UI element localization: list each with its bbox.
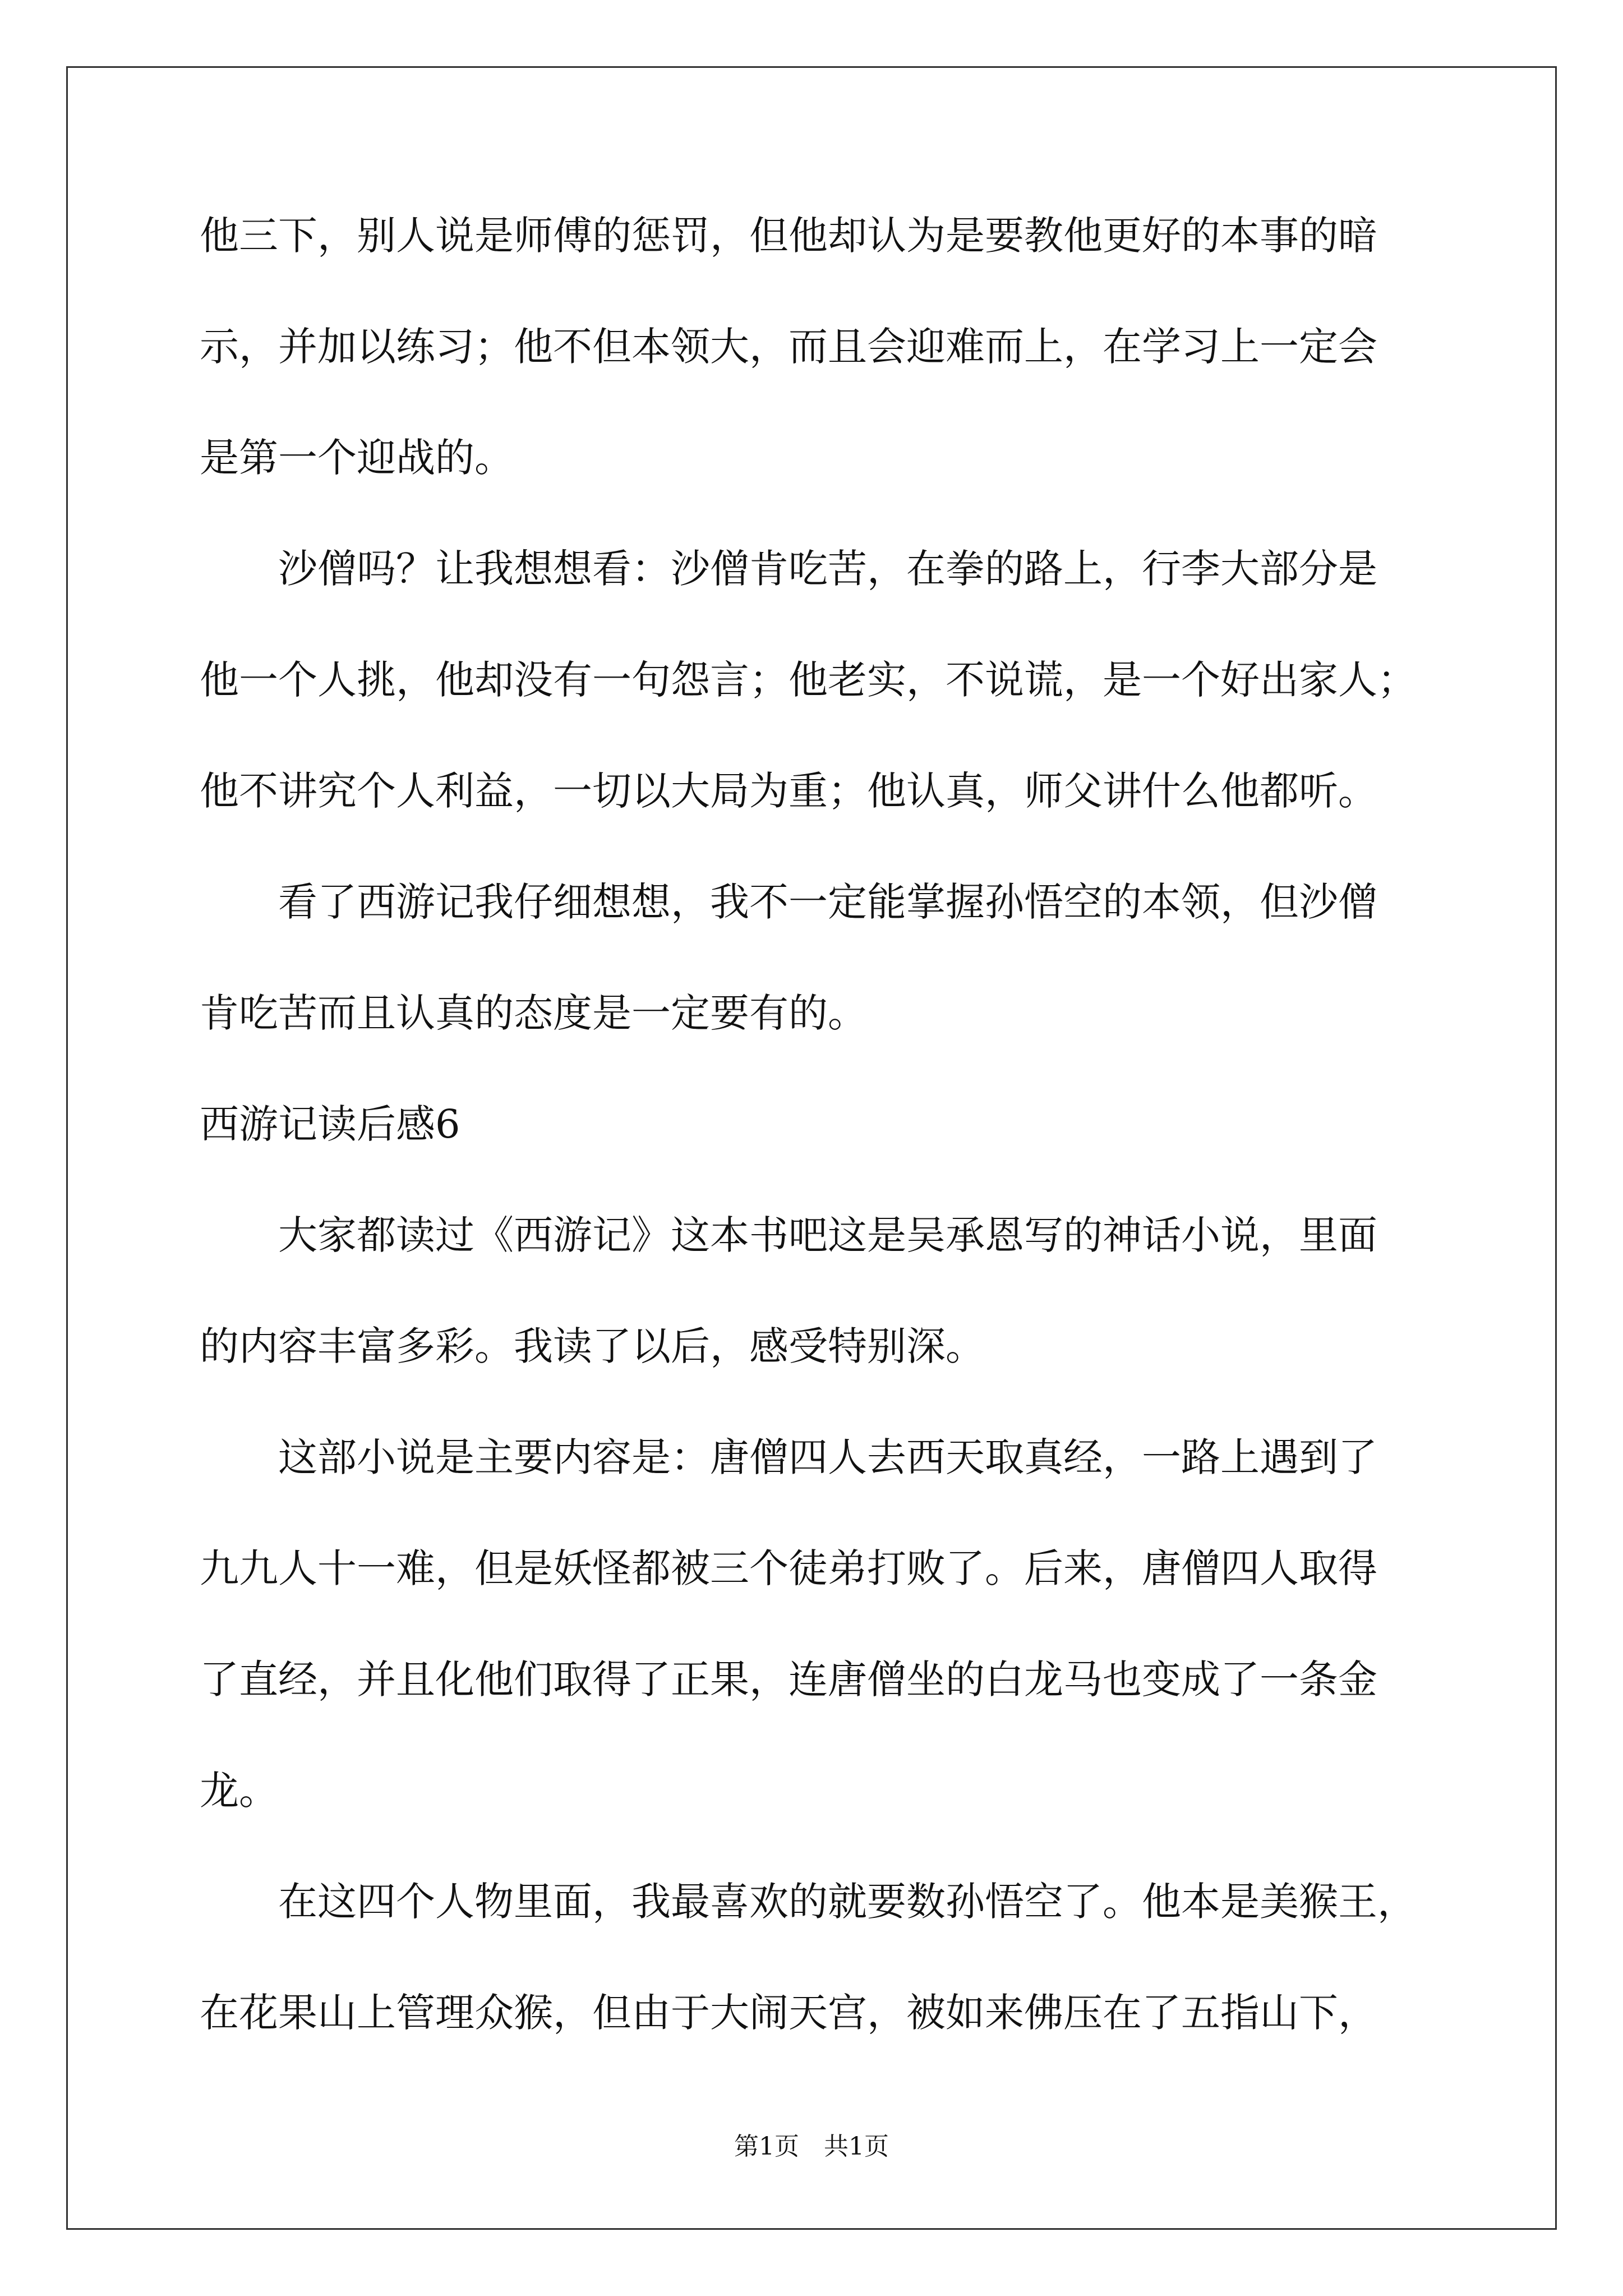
text-line: 他不讲究个人利益，一切以大局为重；他认真，师父讲什么他都听。 [200,768,1377,814]
text-line: 他一个人挑，他却没有一句怨言；他老实，不说谎，是一个好出家人； [200,657,1417,703]
text-line: 这部小说是主要内容是：唐僧四人去西天取真经，一路上遇到了 [200,1434,1377,1480]
text-line: 龙。 [200,1768,278,1814]
text-line: 看了西游记我仔细想想，我不一定能掌握孙悟空的本领，但沙僧 [200,879,1377,925]
text-line: 九九人十一难，但是妖怪都被三个徒弟打败了。后来，唐僧四人取得 [200,1545,1377,1591]
text-line: 了直经，并且化他们取得了正果，连唐僧坐的白龙马也变成了一条金 [200,1657,1377,1703]
text-line: 是第一个迎战的。 [200,435,514,481]
text-line: 的内容丰富多彩。我读了以后，感受特别深。 [200,1323,985,1369]
text-line: 他三下，别人说是师傅的惩罚，但他却认为是要教他更好的本事的暗 [200,213,1377,259]
page-footer: 第1页 共1页 [734,2132,889,2161]
text-line: 在花果山上管理众猴，但由于大闹天宫，被如来佛压在了五指山下， [200,1990,1377,2036]
text-line: 大家都读过《西游记》这本书吧这是吴承恩写的神话小说，里面 [200,1212,1377,1258]
text-line: 肯吃苦而且认真的态度是一定要有的。 [200,990,867,1036]
section-heading: 西游记读后感6 [200,1101,460,1147]
document-body [200,213,1428,2035]
text-line: 示，并加以练习；他不但本领大，而且会迎难而上，在学习上一定会 [200,324,1377,370]
text-line: 在这四个人物里面，我最喜欢的就要数孙悟空了。他本是美猴王， [200,1879,1417,1925]
text-line: 沙僧吗？让我想想看：沙僧肯吃苦，在拳的路上，行李大部分是 [200,546,1377,592]
